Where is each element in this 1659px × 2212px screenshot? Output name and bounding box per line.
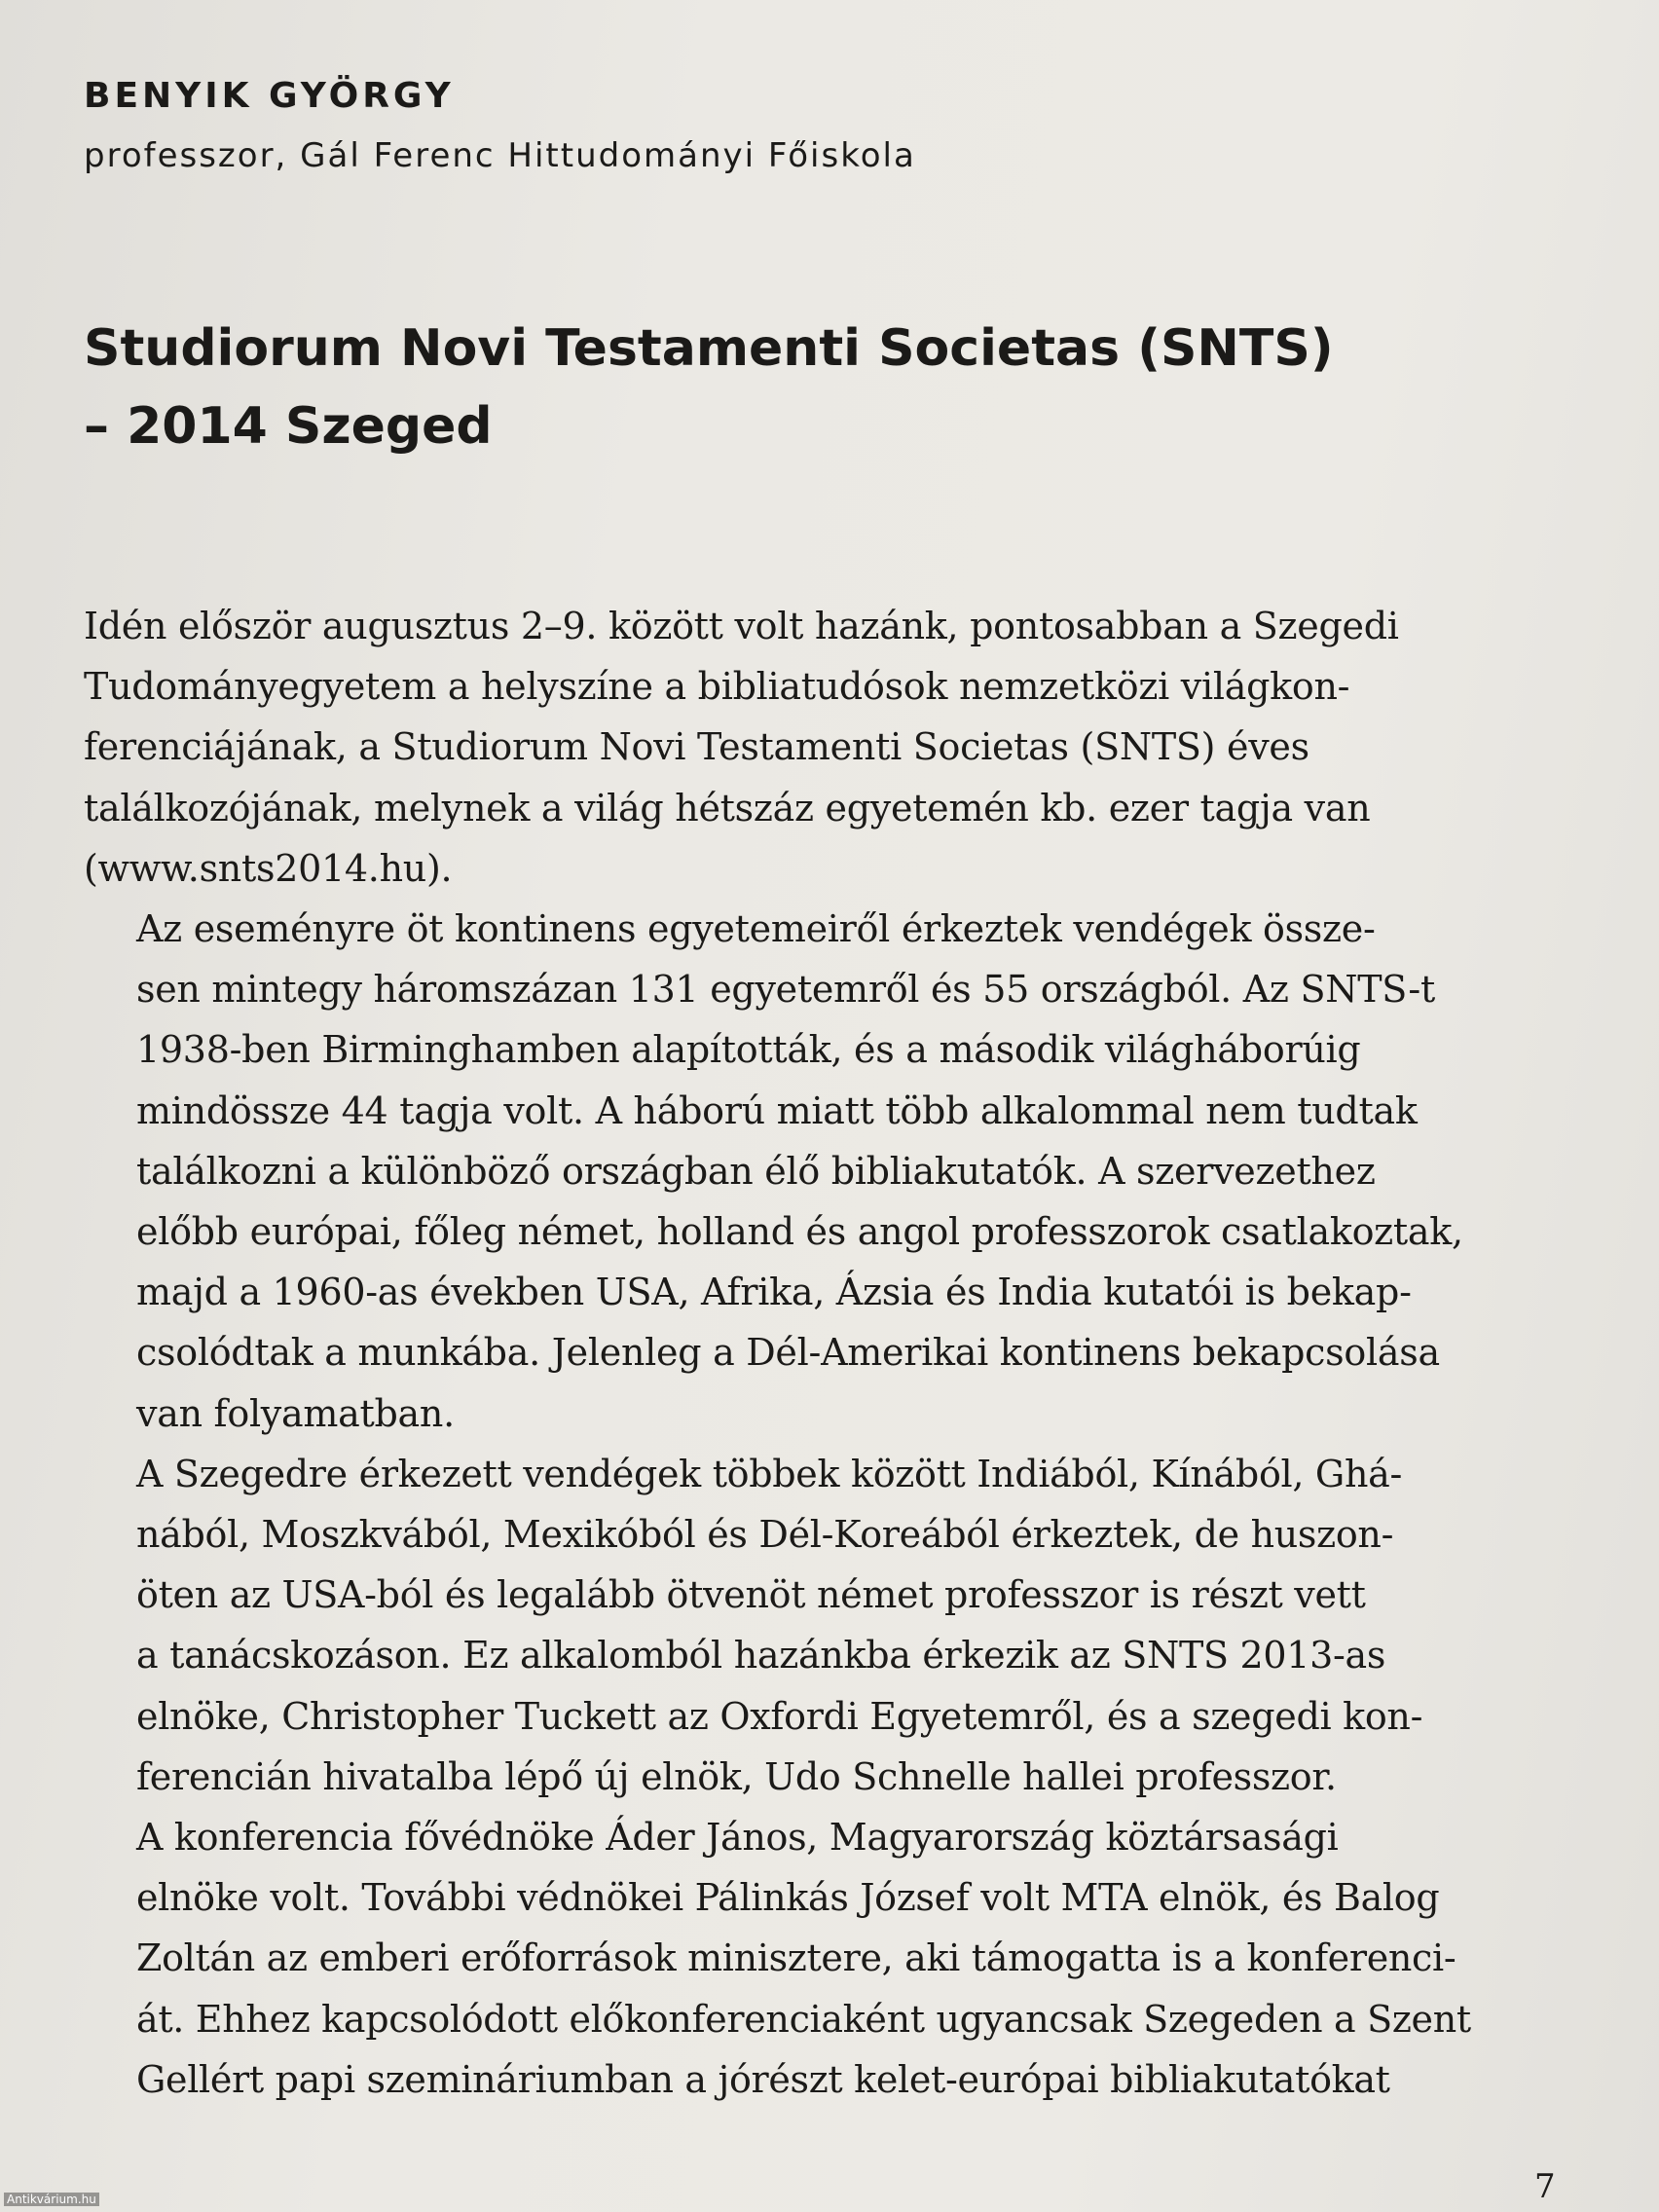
text-line: sen mintegy háromszázan 131 egyetemről és 55 országból. Az SNTS-t (136, 968, 1435, 1012)
text-line: ferenciájának, a Studiorum Novi Testamenti Societas (SNTS) éves (84, 725, 1309, 769)
title-line-1: Studiorum Novi Testamenti Societas (SNTS) (84, 319, 1334, 378)
paragraph-1 (84, 596, 1544, 899)
paragraph-2 (84, 899, 1544, 1444)
text-line: mindössze 44 tagja volt. A háború miatt több alkalommal nem tudtak (136, 1088, 1418, 1132)
text-line: ferencián hivatalba lépő új elnök, Udo Schnelle hallei professzor. (136, 1754, 1337, 1798)
text-line: előbb európai, főleg német, holland és angol professzorok csatlakoztak, (136, 1210, 1463, 1254)
text-line: Gellért papi szemináriumban a jórészt kelet-európai bibliakutatókat (136, 2057, 1390, 2101)
text-line: A konferencia fővédnöke Áder János, Magyarország köztársasági (136, 1816, 1339, 1860)
article-body (84, 596, 1544, 2110)
paragraph-3 (84, 1444, 1544, 1807)
text-line: át. Ehhez kapcsolódott előkonferenciaként ugyancsak Szegeden a Szent (136, 1997, 1471, 2041)
paragraph-4 (84, 1807, 1544, 2110)
text-line: Az eseményre öt kontinens egyetemeiről érkeztek vendégek össze- (136, 907, 1376, 951)
text-line: találkozójának, melynek a világ hétszáz egyetemén kb. ezer tagja van (84, 786, 1371, 830)
text-line: 1938-ben Birminghamben alapították, és a második világháborúig (136, 1028, 1361, 1072)
page-number: 7 (1534, 2167, 1556, 2206)
text-line: elnöke, Christopher Tuckett az Oxfordi Egyetemről, és a szegedi kon- (136, 1694, 1423, 1738)
watermark-label: Antikvárium.hu (4, 2193, 99, 2206)
text-line: találkozni a különböző országban élő bibliakutatók. A szervezethez (136, 1149, 1376, 1193)
text-line: elnöke volt. További védnökei Pálinkás József volt MTA elnök, és Balog (136, 1876, 1440, 1920)
text-line: A Szegedre érkezett vendégek többek között Indiából, Kínából, Ghá- (136, 1452, 1403, 1495)
title-line-2: – 2014 Szeged (84, 397, 493, 456)
article-title (84, 310, 1544, 465)
text-line: (www.snts2014.hu). (84, 846, 453, 890)
text-line: Zoltán az emberi erőforrások minisztere, aki támogatta is a konferenci- (136, 1936, 1456, 1980)
author-name: BENYIK GYÖRGY (84, 76, 455, 116)
text-line: van folyamatban. (136, 1391, 455, 1435)
author-affiliation: professzor, Gál Ferenc Hittudományi Főiskola (84, 136, 916, 175)
text-line: csolódtak a munkába. Jelenleg a Dél-Amerikai kontinens bekapcsolása (136, 1331, 1440, 1375)
text-line: öten az USA-ból és legalább ötvenöt német professzor is részt vett (136, 1573, 1366, 1617)
text-line: Tudományegyetem a helyszíne a bibliatudósok nemzetközi világkon- (84, 665, 1350, 709)
text-line: a tanácskozáson. Ez alkalomból hazánkba érkezik az SNTS 2013-as (136, 1634, 1386, 1677)
text-line: Idén először augusztus 2–9. között volt hazánk, pontosabban a Szegedi (84, 605, 1399, 647)
text-line: majd a 1960-as években USA, Afrika, Ázsia és India kutatói is bekap- (136, 1271, 1412, 1314)
text-line: nából, Moszkvából, Mexikóból és Dél-Koreából érkeztek, de huszon- (136, 1513, 1394, 1557)
